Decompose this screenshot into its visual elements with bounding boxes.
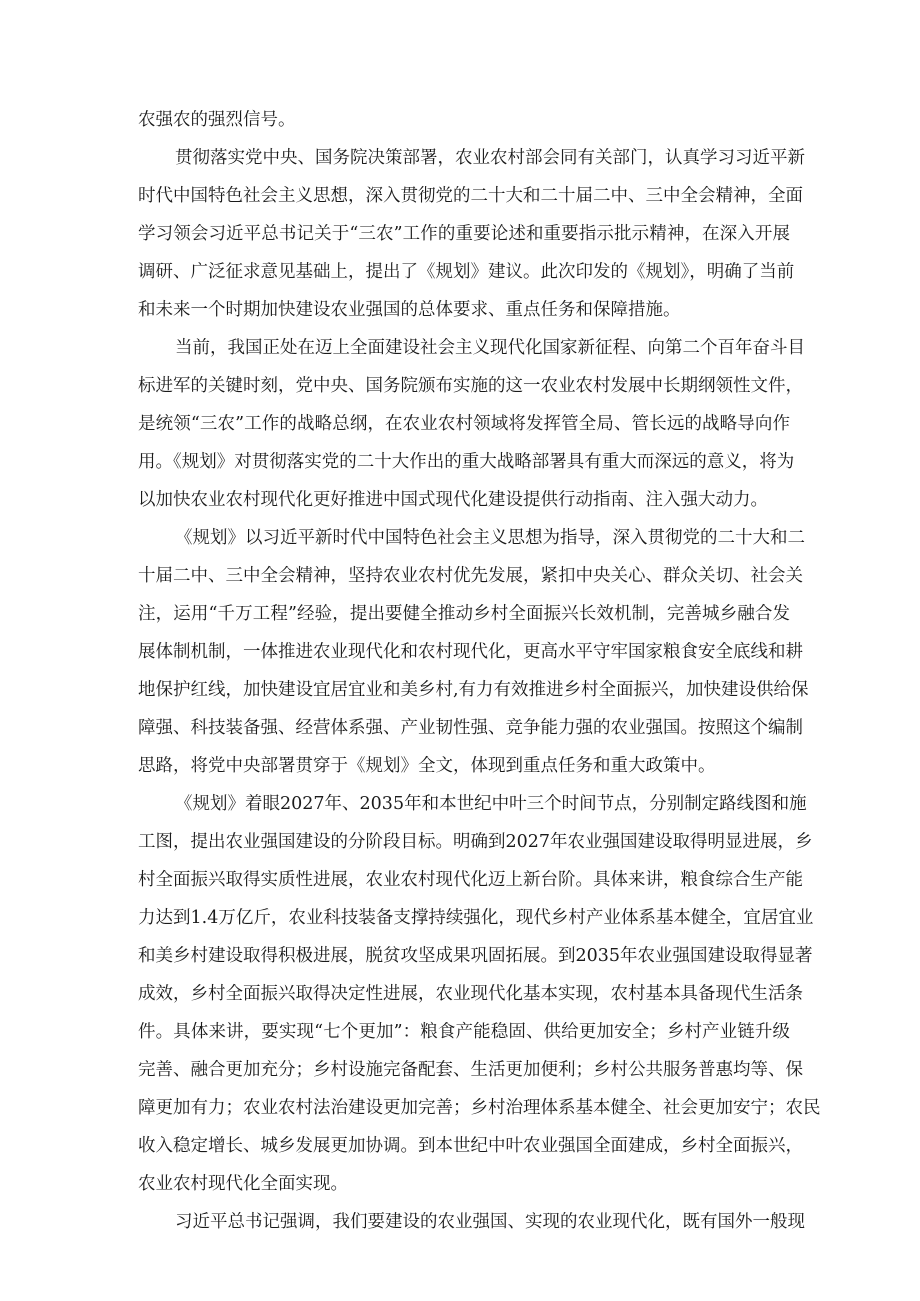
text-line: 件。具体来讲，要实现“七个更加”：粮食产能稳固、供给更加安全；乡村产业链升级 <box>138 1022 790 1042</box>
text-line: 调研、广泛征求意见基础上，提出了《规划》建议。此次印发的《规划》，明确了当前 <box>138 262 795 282</box>
text-line: 村全面振兴取得实质性进展，农业农村现代化迈上新台阶。具体来讲，粮食综合生产能 <box>138 870 803 890</box>
text-line: 和未来一个时期加快建设农业强国的总体要求、重点任务和保障措施。 <box>138 300 681 320</box>
text-line: 时代中国特色社会主义思想，深入贯彻党的二十大和二十届二中、三中全会精神，全面 <box>138 186 803 206</box>
text-line: 障更加有力；农业农村法治建设更加完善；乡村治理体系基本健全、社会更加安宁；农民 <box>138 1098 821 1118</box>
text-line: 十届二中、三中全会精神，坚持农业农村优先发展，紧扣中央关心、群众关切、社会关 <box>138 566 803 586</box>
text-line: 学习领会习近平总书记关于“三农”工作的重要论述和重要指示批示精神，在深入开展 <box>138 224 790 244</box>
text-line: 习近平总书记强调，我们要建设的农业强国、实现的农业现代化，既有国外一般现 <box>175 1212 805 1232</box>
text-line: 《规划》着眼2027年、2035年和本世纪中叶三个时间节点，分别制定路线图和施 <box>175 794 807 814</box>
text-line: 障强、科技装备强、经营体系强、产业韧性强、竞争能力强的农业强国。按照这个编制 <box>138 718 803 738</box>
text-line: 和美乡村建设取得积极进展，脱贫攻坚成果巩固拓展。到2035年农业强国建设取得显著 <box>138 946 813 966</box>
text-line: 工图，提出农业强国建设的分阶段目标。明确到2027年农业强国建设取得明显进展，乡 <box>138 832 813 852</box>
paragraph-2 <box>138 329 805 519</box>
text-line: 《规划》以习近平新时代中国特色社会主义思想为指导，深入贯彻党的二十大和二 <box>175 528 805 548</box>
text-line: 当前，我国正处在迈上全面建设社会主义现代化国家新征程、向第二个百年奋斗目 <box>175 338 805 358</box>
text-line: 注，运用“千万工程”经验，提出要健全推动乡村全面振兴长效机制，完善城乡融合发 <box>138 604 790 624</box>
paragraph-5 <box>138 1203 805 1241</box>
text-line: 农强农的强烈信号。 <box>138 110 296 130</box>
text-line: 展体制机制，一体推进农业现代化和农村现代化，更高水平守牢国家粮食安全底线和耕 <box>138 642 803 662</box>
paragraph-0 <box>138 101 790 139</box>
text-line: 完善、融合更加充分；乡村设施完备配套、生活更加便利；乡村公共服务普惠均等、保 <box>138 1060 803 1080</box>
text-line: 农业农村现代化全面实现。 <box>138 1174 348 1194</box>
text-line: 成效，乡村全面振兴取得决定性进展，农业现代化基本实现，农村基本具备现代生活条 <box>138 984 803 1004</box>
text-line: 地保护红线，加快建设宜居宜业和美乡村,有力有效推进乡村全面振兴，加快建设供给保 <box>138 680 809 700</box>
text-line: 思路，将党中央部署贯穿于《规划》全文，体现到重点任务和重大政策中。 <box>138 756 716 776</box>
text-line: 用。《规划》对贯彻落实党的二十大作出的重大战略部署具有重大而深远的意义，将为 <box>138 452 795 472</box>
text-line: 是统领“三农”工作的战略总纲，在农业农村领域将发挥管全局、管长远的战略导向作 <box>138 414 790 434</box>
text-line: 以加快农业农村现代化更好推进中国式现代化建设提供行动指南、注入强大动力。 <box>138 490 768 510</box>
text-line: 力达到1.4万亿斤，农业科技装备支撑持续强化，现代乡村产业体系基本健全，宜居宜业 <box>138 908 814 928</box>
text-line: 收入稳定增长、城乡发展更加协调。到本世纪中叶农业强国全面建成，乡村全面振兴， <box>138 1136 803 1156</box>
document-page <box>138 101 821 1241</box>
paragraph-3 <box>138 519 809 785</box>
text-line: 贯彻落实党中央、国务院决策部署，农业农村部会同有关部门，认真学习习近平新 <box>175 148 805 168</box>
paragraph-1 <box>138 139 805 329</box>
paragraph-4 <box>138 785 821 1203</box>
text-line: 标进军的关键时刻，党中央、国务院颁布实施的这一农业农村发展中长期纲领性文件， <box>138 376 803 396</box>
